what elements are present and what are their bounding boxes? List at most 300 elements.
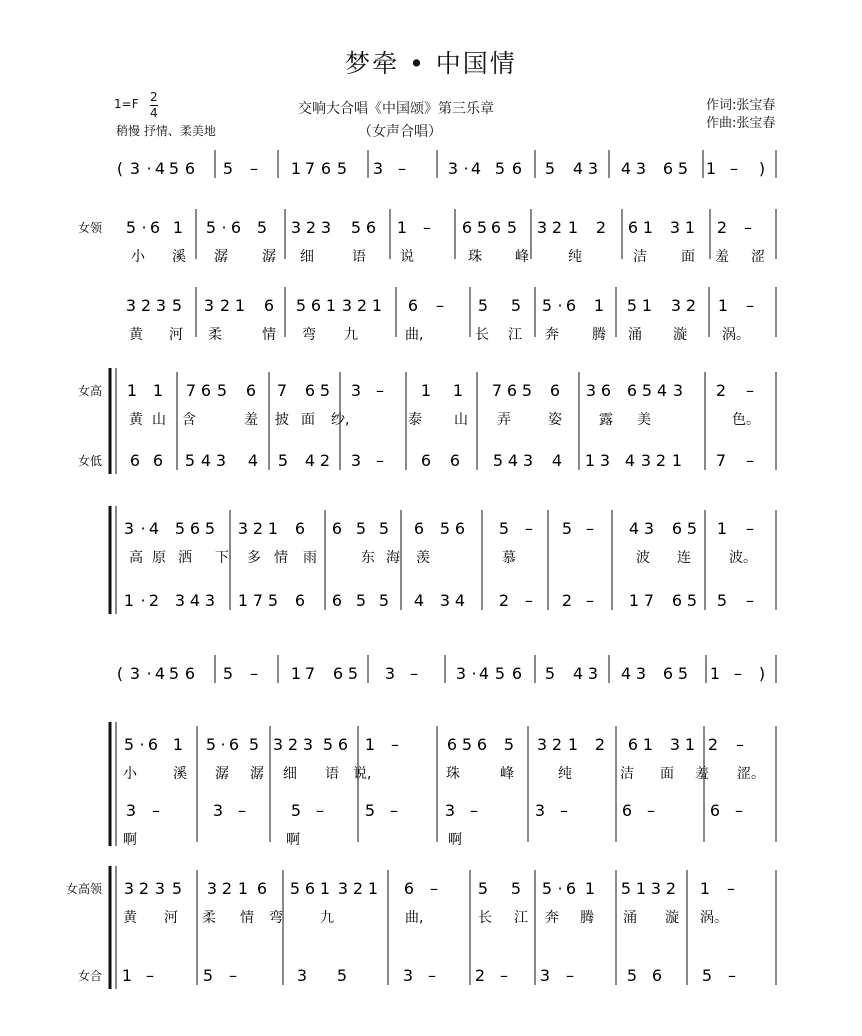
note: 5 bbox=[378, 591, 390, 610]
note: 5 bbox=[295, 296, 307, 315]
lyric: 啊 bbox=[448, 832, 462, 848]
note: – bbox=[728, 966, 736, 985]
note: 3 bbox=[650, 879, 662, 898]
note: 5 bbox=[168, 159, 180, 178]
note: – bbox=[586, 591, 594, 610]
note: – bbox=[727, 879, 735, 898]
note: 5 bbox=[477, 879, 489, 898]
note: – bbox=[736, 735, 744, 754]
note: – bbox=[229, 966, 237, 985]
note: 3 bbox=[129, 159, 141, 178]
lyric: 涩 bbox=[751, 249, 765, 265]
note: 4 bbox=[572, 159, 584, 178]
subtitle: 交响大合唱《中国颂》第三乐章 bbox=[298, 101, 494, 117]
note: 6 bbox=[627, 218, 639, 237]
note: 7 bbox=[252, 591, 264, 610]
lyric: 溪 bbox=[172, 249, 186, 265]
lyric: 珠 bbox=[468, 249, 482, 265]
note: 2 bbox=[352, 879, 364, 898]
note: 1 bbox=[567, 218, 579, 237]
lyric: 曲, bbox=[405, 910, 424, 926]
note: ) bbox=[758, 664, 766, 683]
note: – bbox=[746, 519, 754, 538]
lyric: 河 bbox=[164, 910, 178, 926]
note: 5 bbox=[641, 381, 653, 400]
lyric: 语 bbox=[352, 249, 366, 265]
note: 2 bbox=[356, 296, 368, 315]
note: 3 bbox=[640, 451, 652, 470]
lyric: 奔 bbox=[545, 327, 559, 343]
note: 3 bbox=[635, 664, 647, 683]
tempo-marking: 稍慢 抒情、柔美地 bbox=[116, 124, 216, 138]
lyric: 露 bbox=[599, 412, 613, 428]
note: 4 bbox=[572, 664, 584, 683]
note: 5 bbox=[521, 381, 533, 400]
lyric: 弄 bbox=[497, 412, 511, 428]
lyric: 面 bbox=[660, 766, 674, 782]
note: – bbox=[316, 801, 324, 820]
note: 4 bbox=[148, 519, 160, 538]
note: 3 bbox=[125, 801, 137, 820]
note: 7 bbox=[304, 664, 316, 683]
note: 5 bbox=[355, 519, 367, 538]
note: 5 bbox=[541, 879, 553, 898]
note: 5 bbox=[322, 735, 334, 754]
note: 1 bbox=[172, 218, 184, 237]
note: 1 bbox=[699, 879, 711, 898]
lyric: 潺 bbox=[214, 249, 228, 265]
lyric: 曲, bbox=[405, 327, 424, 343]
note: 1 bbox=[325, 296, 337, 315]
note: 6 bbox=[230, 218, 242, 237]
lyric: 洒 bbox=[178, 550, 192, 566]
note: 6 bbox=[337, 735, 349, 754]
note: 4 bbox=[478, 664, 490, 683]
note: 2 bbox=[287, 735, 299, 754]
note: · bbox=[146, 664, 152, 683]
note: – bbox=[744, 218, 752, 237]
note: 4 bbox=[507, 451, 519, 470]
note: 2 bbox=[716, 218, 728, 237]
note: – bbox=[734, 664, 742, 683]
note: 1 bbox=[705, 159, 717, 178]
note: 3 bbox=[337, 879, 349, 898]
note: 6 bbox=[152, 451, 164, 470]
note: 5 bbox=[677, 664, 689, 683]
note: 6 bbox=[413, 519, 425, 538]
note: 5 bbox=[350, 218, 362, 237]
lyric: 说 bbox=[400, 249, 414, 265]
note: 4 bbox=[413, 591, 425, 610]
note: – bbox=[746, 451, 754, 470]
key-signature: 1=F bbox=[114, 97, 139, 111]
note: 5 bbox=[439, 519, 451, 538]
voice-label: 女低 bbox=[77, 454, 102, 468]
note: 6 bbox=[184, 664, 196, 683]
note: · bbox=[463, 159, 469, 178]
note: 4 bbox=[656, 381, 668, 400]
lyric: 九 bbox=[320, 910, 334, 926]
note: 6 bbox=[549, 381, 561, 400]
lyric: 羞 bbox=[244, 412, 258, 428]
lyric: 波 bbox=[636, 550, 650, 566]
note: 2 bbox=[138, 879, 150, 898]
note: 1 bbox=[237, 879, 249, 898]
note: 3 bbox=[204, 591, 216, 610]
note: 5 bbox=[494, 664, 506, 683]
note: 5 bbox=[204, 519, 216, 538]
note: 1 bbox=[396, 218, 408, 237]
note: 3 bbox=[320, 218, 332, 237]
note: – bbox=[410, 664, 418, 683]
note: 6 bbox=[245, 381, 257, 400]
note: 1 bbox=[123, 591, 135, 610]
note: 6 bbox=[446, 735, 458, 754]
note: 6 bbox=[671, 519, 683, 538]
note: 2 bbox=[707, 735, 719, 754]
note: – bbox=[428, 966, 436, 985]
note: 1 bbox=[152, 381, 164, 400]
note: 5 bbox=[256, 218, 268, 237]
lyric: 多 bbox=[247, 550, 261, 566]
note: 4 bbox=[200, 451, 212, 470]
note: 5 bbox=[461, 735, 473, 754]
note: 3 bbox=[155, 296, 167, 315]
note: 5 bbox=[222, 159, 234, 178]
note: – bbox=[391, 735, 399, 754]
lyric: 涩。 bbox=[737, 766, 765, 782]
note: 1 bbox=[671, 451, 683, 470]
voice-label: 女高 bbox=[77, 384, 102, 398]
lyric: 河 bbox=[169, 327, 183, 343]
note: 5 bbox=[248, 735, 260, 754]
note: 5 bbox=[494, 159, 506, 178]
note: 2 bbox=[319, 451, 331, 470]
note: 4 bbox=[624, 451, 636, 470]
note: 3 bbox=[350, 381, 362, 400]
note: 5 bbox=[626, 966, 638, 985]
note: 5 bbox=[355, 591, 367, 610]
note: 3 bbox=[439, 591, 451, 610]
note: 5 bbox=[222, 664, 234, 683]
note: 6 bbox=[420, 451, 432, 470]
note: – bbox=[647, 801, 655, 820]
note: 5 bbox=[290, 801, 302, 820]
note: 1 bbox=[290, 664, 302, 683]
lyric: 纯 bbox=[558, 766, 572, 782]
note: – bbox=[525, 519, 533, 538]
lyric: 潺 bbox=[262, 249, 276, 265]
note: 3 bbox=[384, 664, 396, 683]
note: 3 bbox=[635, 159, 647, 178]
note: 6 bbox=[662, 159, 674, 178]
note: 2 bbox=[665, 879, 677, 898]
lyric: 九 bbox=[344, 327, 358, 343]
lyric: 腾 bbox=[580, 910, 594, 926]
note: 3 bbox=[237, 519, 249, 538]
voice-label: 女合 bbox=[77, 969, 102, 983]
note: 4 bbox=[247, 451, 259, 470]
note: – bbox=[746, 591, 754, 610]
lyric: 黄 bbox=[129, 412, 143, 428]
note: 1 bbox=[290, 159, 302, 178]
note: 5 bbox=[205, 218, 217, 237]
lyric: 语 bbox=[325, 766, 339, 782]
note: 6 bbox=[189, 519, 201, 538]
note: 6 bbox=[228, 735, 240, 754]
note: 6 bbox=[263, 296, 275, 315]
note: 7 bbox=[491, 381, 503, 400]
note: 3 bbox=[444, 801, 456, 820]
note: 6 bbox=[449, 451, 461, 470]
note: 5 bbox=[498, 519, 510, 538]
note: 1 bbox=[635, 879, 647, 898]
note: ( bbox=[116, 159, 124, 178]
note: – bbox=[250, 664, 258, 683]
note: 6 bbox=[256, 879, 268, 898]
note: 4 bbox=[154, 159, 166, 178]
note: – bbox=[586, 519, 594, 538]
note: – bbox=[376, 451, 384, 470]
note: 3 bbox=[522, 451, 534, 470]
note: 1 bbox=[237, 591, 249, 610]
lyric: 长 bbox=[475, 327, 489, 343]
note: 6 bbox=[129, 451, 141, 470]
note: 4 bbox=[454, 591, 466, 610]
note: 1 bbox=[717, 296, 729, 315]
lyric: 连 bbox=[677, 550, 691, 566]
note: 3 bbox=[290, 218, 302, 237]
note: 3 bbox=[296, 966, 308, 985]
note: 4 bbox=[189, 591, 201, 610]
note: 5 bbox=[319, 381, 331, 400]
note: 5 bbox=[123, 735, 135, 754]
lyric: 黄 bbox=[129, 327, 143, 343]
lyric: 柔 bbox=[208, 327, 222, 343]
note: 3 bbox=[534, 801, 546, 820]
note: 1 bbox=[584, 451, 596, 470]
note: 5 bbox=[205, 735, 217, 754]
lyric: 泰 bbox=[408, 412, 422, 428]
note: – bbox=[398, 159, 406, 178]
lyric: 潺 bbox=[215, 766, 229, 782]
note: 2 bbox=[498, 591, 510, 610]
composer-credit: 作曲:张宝春 bbox=[706, 116, 776, 131]
note: 1 bbox=[452, 381, 464, 400]
note: ) bbox=[758, 159, 766, 178]
note: 3 bbox=[587, 664, 599, 683]
note: 1 bbox=[709, 664, 721, 683]
note: 3 bbox=[599, 451, 611, 470]
note: 2 bbox=[551, 735, 563, 754]
note: 5 bbox=[168, 664, 180, 683]
note: 3 bbox=[154, 879, 166, 898]
note: 1 bbox=[371, 296, 383, 315]
note: 3 bbox=[669, 218, 681, 237]
note: – bbox=[436, 296, 444, 315]
note: · bbox=[557, 879, 563, 898]
note: 2 bbox=[595, 218, 607, 237]
lyricist-credit: 作词:张宝春 bbox=[706, 98, 776, 113]
note: – bbox=[423, 218, 431, 237]
lyric: 柔 bbox=[202, 910, 216, 926]
note: 6 bbox=[304, 879, 316, 898]
note: 2 bbox=[221, 879, 233, 898]
lyric: 腾 bbox=[592, 327, 606, 343]
lyric: 羞 bbox=[715, 249, 729, 265]
lyric: 江 bbox=[508, 327, 522, 343]
note: 3 bbox=[174, 591, 186, 610]
note: 5 bbox=[216, 381, 228, 400]
note: 3 bbox=[123, 879, 135, 898]
lyric: 下 bbox=[215, 550, 229, 566]
note: 5 bbox=[347, 664, 359, 683]
note: 3 bbox=[670, 296, 682, 315]
note: 4 bbox=[470, 159, 482, 178]
note: 1 bbox=[584, 879, 596, 898]
note: 1 bbox=[642, 218, 654, 237]
note: 2 bbox=[305, 218, 317, 237]
lyric: 洁 bbox=[620, 766, 634, 782]
note: · bbox=[221, 218, 227, 237]
lyric: 羞 bbox=[695, 766, 709, 782]
lyric: 洁 bbox=[633, 249, 647, 265]
note: 5 bbox=[184, 451, 196, 470]
note: · bbox=[220, 735, 226, 754]
lyric: 海 bbox=[386, 550, 400, 566]
note: 6 bbox=[627, 735, 639, 754]
note: – bbox=[730, 159, 738, 178]
voicing-note: （女声合唱） bbox=[358, 124, 442, 140]
lyric: 山 bbox=[152, 412, 166, 428]
note: 5 bbox=[561, 519, 573, 538]
lyric: 涌 bbox=[623, 910, 637, 926]
lyric: 纱, bbox=[331, 412, 350, 428]
note: 1 bbox=[716, 519, 728, 538]
note: 6 bbox=[671, 591, 683, 610]
note: 3 bbox=[536, 735, 548, 754]
note: 3 bbox=[272, 735, 284, 754]
note: 4 bbox=[154, 664, 166, 683]
note: 1 bbox=[420, 381, 432, 400]
note: 5 bbox=[202, 966, 214, 985]
note: 5 bbox=[677, 159, 689, 178]
note: 6 bbox=[476, 735, 488, 754]
lyric: 奔 bbox=[545, 910, 559, 926]
note: 2 bbox=[715, 381, 727, 400]
note: – bbox=[746, 296, 754, 315]
note: – bbox=[152, 801, 160, 820]
note: 6 bbox=[365, 218, 377, 237]
note: 6 bbox=[490, 218, 502, 237]
note: 1 bbox=[319, 879, 331, 898]
lyric: 美 bbox=[637, 412, 651, 428]
time-signature-bottom: 4 bbox=[150, 106, 158, 120]
note: 2 bbox=[551, 218, 563, 237]
lyric: 原 bbox=[152, 550, 166, 566]
note: – bbox=[566, 966, 574, 985]
note: 5 bbox=[174, 519, 186, 538]
note: 6 bbox=[184, 159, 196, 178]
note: 1 bbox=[267, 519, 279, 538]
note: 6 bbox=[407, 296, 419, 315]
lyric: 啊 bbox=[286, 832, 300, 848]
note: 6 bbox=[332, 664, 344, 683]
note: – bbox=[735, 801, 743, 820]
note: 6 bbox=[626, 381, 638, 400]
note: 2 bbox=[655, 451, 667, 470]
note: 5 bbox=[125, 218, 137, 237]
note: 6 bbox=[310, 296, 322, 315]
note: 1 bbox=[364, 735, 376, 754]
note: – bbox=[525, 591, 533, 610]
note: 5 bbox=[171, 879, 183, 898]
lyric: 啊 bbox=[123, 832, 137, 848]
note: 5 bbox=[701, 966, 713, 985]
lyric: 姿 bbox=[548, 412, 562, 428]
lyric: 小 bbox=[131, 249, 145, 265]
note: · bbox=[557, 296, 563, 315]
lyric: 珠 bbox=[446, 766, 460, 782]
note: 1 bbox=[172, 735, 184, 754]
lyric: 慕 bbox=[502, 550, 516, 566]
note: – bbox=[238, 801, 246, 820]
note: 5 bbox=[336, 159, 348, 178]
note: 5 bbox=[541, 296, 553, 315]
lyric: 含 bbox=[182, 412, 196, 428]
note: 6 bbox=[662, 664, 674, 683]
lyric: 山 bbox=[454, 412, 468, 428]
note: – bbox=[250, 159, 258, 178]
page-title: 梦牵 • 中国情 bbox=[345, 49, 517, 78]
note: 1 bbox=[628, 591, 640, 610]
note: 3 bbox=[212, 801, 224, 820]
lyric: 情 bbox=[240, 910, 254, 926]
note: 3 bbox=[203, 296, 215, 315]
note: 5 bbox=[506, 218, 518, 237]
note: 2 bbox=[685, 296, 697, 315]
voice-label: 女高领 bbox=[65, 882, 102, 896]
note: – bbox=[146, 966, 154, 985]
lyric: 面 bbox=[681, 249, 695, 265]
note: 6 bbox=[651, 966, 663, 985]
note: 5 bbox=[336, 966, 348, 985]
note: 4 bbox=[551, 451, 563, 470]
lyric: 漩 bbox=[673, 327, 687, 343]
note: 4 bbox=[304, 451, 316, 470]
note: 5 bbox=[277, 451, 289, 470]
note: 3 bbox=[372, 159, 384, 178]
lyric: 色。 bbox=[732, 412, 760, 428]
note: – bbox=[746, 381, 754, 400]
voice-label: 女领 bbox=[77, 221, 102, 235]
note: 3 bbox=[123, 519, 135, 538]
note: 3 bbox=[669, 735, 681, 754]
note: 6 bbox=[403, 879, 415, 898]
lyric: 小 bbox=[123, 766, 137, 782]
note: 2 bbox=[252, 519, 264, 538]
note: 1 bbox=[126, 381, 138, 400]
note: 6 bbox=[461, 218, 473, 237]
note: – bbox=[560, 801, 568, 820]
note: – bbox=[376, 381, 384, 400]
note: 5 bbox=[510, 296, 522, 315]
note: 5 bbox=[476, 218, 488, 237]
note: 5 bbox=[477, 296, 489, 315]
note: 1 bbox=[121, 966, 133, 985]
note: 6 bbox=[621, 801, 633, 820]
note: 3 bbox=[206, 879, 218, 898]
